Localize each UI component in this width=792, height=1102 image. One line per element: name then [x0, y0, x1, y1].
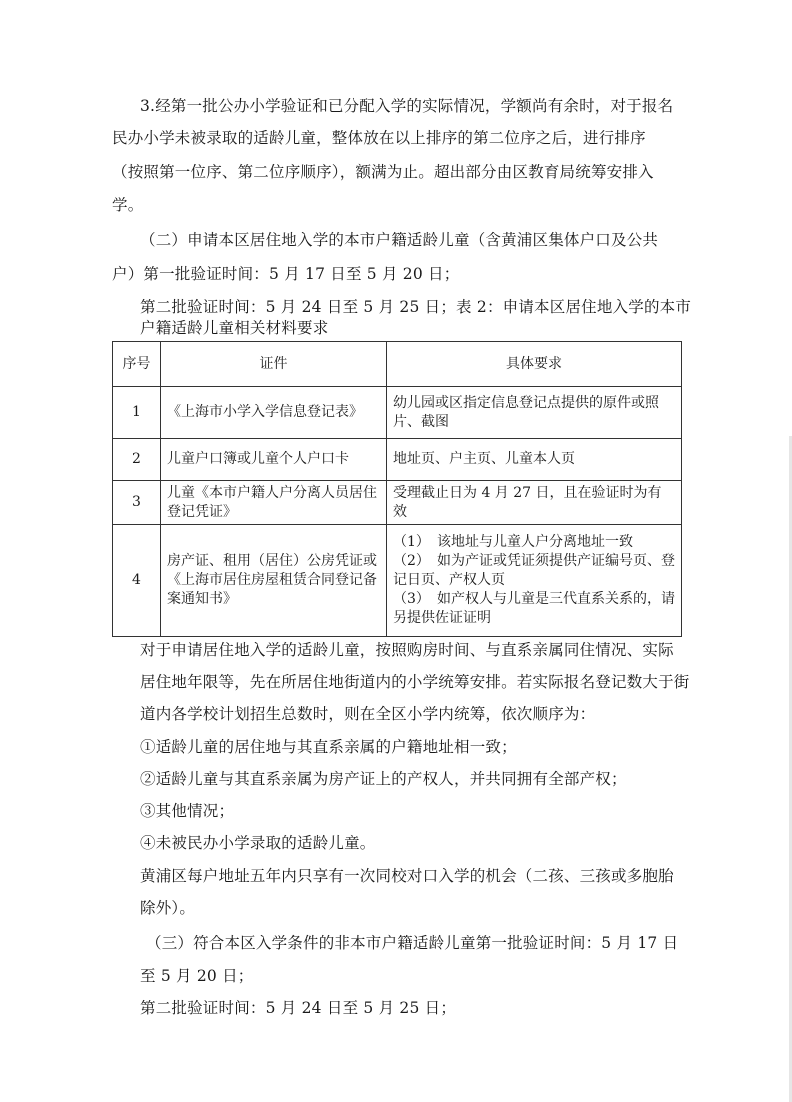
- para3-line-1: 3.经第一批公办小学验证和已分配入学的实际情况，学额尚有余时，对于报名: [140, 97, 674, 115]
- para3-line-4: 学。: [112, 196, 144, 214]
- order-item-2: ②适龄儿童与其直系亲属为房产证上的产权人，并共同拥有全部产权；: [140, 770, 627, 788]
- section3-second-batch: 第二批验证时间：5 月 24 日至 5 月 25 日；: [140, 999, 457, 1017]
- residence-line-1: 对于申请居住地入学的适龄儿童，按照购房时间、与直系亲属同住情况、实际: [140, 641, 674, 659]
- order-item-4: ④未被民办小学录取的适龄儿童。: [140, 834, 376, 852]
- residence-line-3: 道内各学校计划招生总数时，则在全区小学内统筹，依次顺序为：: [140, 705, 596, 723]
- row4-req-item: （1） 该地址与儿童人户分离地址一致: [393, 534, 633, 550]
- row1-num: 1: [113, 387, 161, 439]
- row2-num: 2: [113, 439, 161, 481]
- huangpu-rule-line-1: 黄浦区每户地址五年内只享有一次同校对口入学的机会（二孩、三孩或多胞胎: [140, 867, 674, 885]
- row3-cert: 儿童《本市户籍人户分离人员居住登记凭证》: [161, 481, 387, 525]
- row2-req: 地址页、户主页、儿童本人页: [387, 439, 682, 481]
- residence-line-2: 居住地年限等，先在所居住地街道内的小学统筹安排。若实际报名登记数大于街: [140, 673, 690, 691]
- para3-line-2: 民办小学未被录取的适龄儿童，整体放在以上排序的第二位序之后，进行排序: [112, 129, 646, 147]
- row4-req-item: （3） 如产权人与儿童是三代直系关系的，请另提供佐证证明: [393, 591, 675, 626]
- huangpu-rule-line-2: 除外）。: [140, 899, 196, 917]
- header-cert: 证件: [161, 342, 387, 387]
- para3-line-3: （按照第一位序、第二位序顺序），额满为止。超出部分由区教育局统筹安排入: [112, 163, 654, 181]
- row1-req: 幼儿园或区指定信息登记点提供的原件或照片、截图: [387, 387, 682, 439]
- materials-table: [112, 341, 682, 637]
- table-header-row: [113, 342, 682, 387]
- row4-num: 4: [113, 525, 161, 637]
- order-item-1: ①适龄儿童的居住地与其直系亲属的户籍地址相一致；: [140, 738, 517, 756]
- table-row: [113, 525, 682, 637]
- section3-heading-line-1: （三）符合本区入学条件的非本市户籍适龄儿童第一批验证时间：5 月 17 日: [146, 934, 679, 952]
- header-req: 具体要求: [387, 342, 682, 387]
- table-row: [113, 481, 682, 525]
- order-item-3: ③其他情况；: [140, 802, 235, 820]
- table-row: [113, 387, 682, 439]
- section3-heading-line-2: 至 5 月 20 日；: [140, 967, 254, 985]
- row4-cert: 房产证、租用（居住）公房凭证或《上海市居住房屋租赁合同登记备案通知书》: [161, 525, 387, 637]
- row1-cert: 《上海市小学入学信息登记表》: [161, 387, 387, 439]
- row4-req-item: （2） 如为产证或凭证须提供产证编号页、登记日页、产权人页: [393, 553, 675, 588]
- header-num: 序号: [113, 342, 161, 387]
- row3-req: 受理截止日为 4 月 27 日，且在验证时为有效: [387, 481, 682, 525]
- section2-heading-line-2: 户）第一批验证时间：5 月 17 日至 5 月 20 日；: [112, 265, 460, 283]
- section2-second-batch-line-1: 第二批验证时间：5 月 24 日至 5 月 25 日；表 2：申请本区居住地入学的本市: [140, 298, 692, 316]
- row4-req: [387, 525, 682, 637]
- table-caption: 户籍适龄儿童相关材料要求: [140, 319, 329, 337]
- row2-cert: 儿童户口簿或儿童个人户口卡: [161, 439, 387, 481]
- section2-heading-line-1: （二）申请本区居住地入学的本市户籍适龄儿童（含黄浦区集体户口及公共: [140, 231, 659, 249]
- table-row: [113, 439, 682, 481]
- row3-num: 3: [113, 481, 161, 525]
